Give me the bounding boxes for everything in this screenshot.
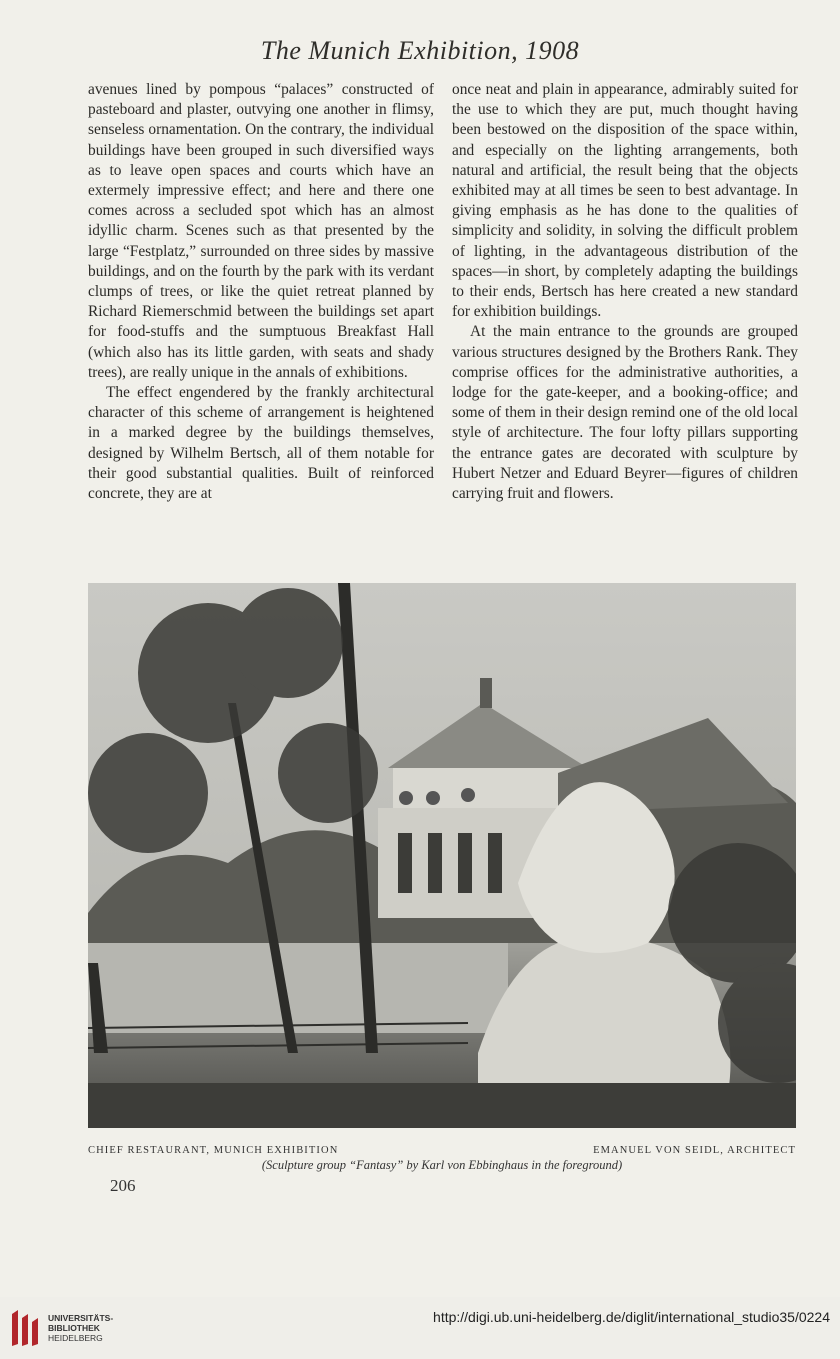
digitization-footer [0,1297,840,1359]
right-text-column [452,80,798,504]
right-paragraph-2: At the main entrance to the grounds are grouped various structures designed by the Brothers Rank. They comprise offices for the administrative authorities, a lodge for the gate-keeper, and a booking-office; and some of them in their design remind one of the old local style of architecture. The four lofty pillars supporting the entrance gates are decorated with sculpture by Hubert Netzer and Eduard Beyrer—figures of children carrying fruit and flowers. [452,323,798,503]
library-logo-icon [8,1308,42,1348]
page-number: 206 [110,1176,136,1195]
caption-architect: EMANUEL VON SEIDL, ARCHITECT [593,1145,796,1156]
library-name-line-2: BIBLIOTHEK [48,1323,100,1333]
caption-subtitle: (Sculpture group “Fantasy” by Karl von Ebbinghaus in the foreground) [261,1158,623,1172]
library-name-line-1: UNIVERSITÄTS- [48,1313,114,1323]
photograph-illustration [88,583,796,1128]
restaurant-photograph [88,583,796,1128]
running-title: The Munich Exhibition, 1908 [260,36,580,65]
left-paragraph-1: avenues lined by pompous “palaces” constructed of pasteboard and plaster, outvying one another in flimsy, senseless ornamentation. On the contrary, the individual buildings have been grouped in such diversified ways as to leave open spaces and courts which have an extermely impressive effect; and here and there one comes across a secluded spot which has an almost idyllic charm. Scenes such as that presented by the large “Festplatz,” surrounded on three sides by massive buildings, and on the fourth by the park with its verdant clumps of trees, or like the quiet retreat planned by Richard Riemerschmid between the buildings set apart for food-stuffs and the sumptuous Breakfast Hall (which also has its little garden, with seats and shady trees), are really unique in the annals of exhibitions. [88,81,434,381]
library-name [48,1313,113,1343]
caption-title: CHIEF RESTAURANT, MUNICH EXHIBITION [88,1145,339,1156]
left-text-column [88,80,434,504]
right-paragraph-1: once neat and plain in appearance, admirably suited for the use to which they are put, much thought having been bestowed on the disposition of the space within, and especially on the lighting arrangements, both natural and artificial, the result being that the objects exhibited may at all times be seen to best advantage. In giving emphasis as he has done to the qualities of simplicity and solidity, in solving the difficult problem of lighting, in the advantageous distribution of the spaces—in short, by completely adapting the buildings to their ends, Bertsch has here created a new standard for exhibition buildings. [452,81,798,321]
left-paragraph-2: The effect engendered by the frankly architectural character of this scheme of arrangement is heightened in a marked degree by the buildings themselves, designed by Wilhelm Bertsch, all of them notable for their good substantial qualities. Built of reinforced concrete, they are at [88,384,434,503]
source-url-link[interactable]: http://digi.ub.uni-heidelberg.de/diglit/international_studio35/0224 [433,1309,830,1325]
library-name-line-3: HEIDELBERG [48,1333,103,1343]
